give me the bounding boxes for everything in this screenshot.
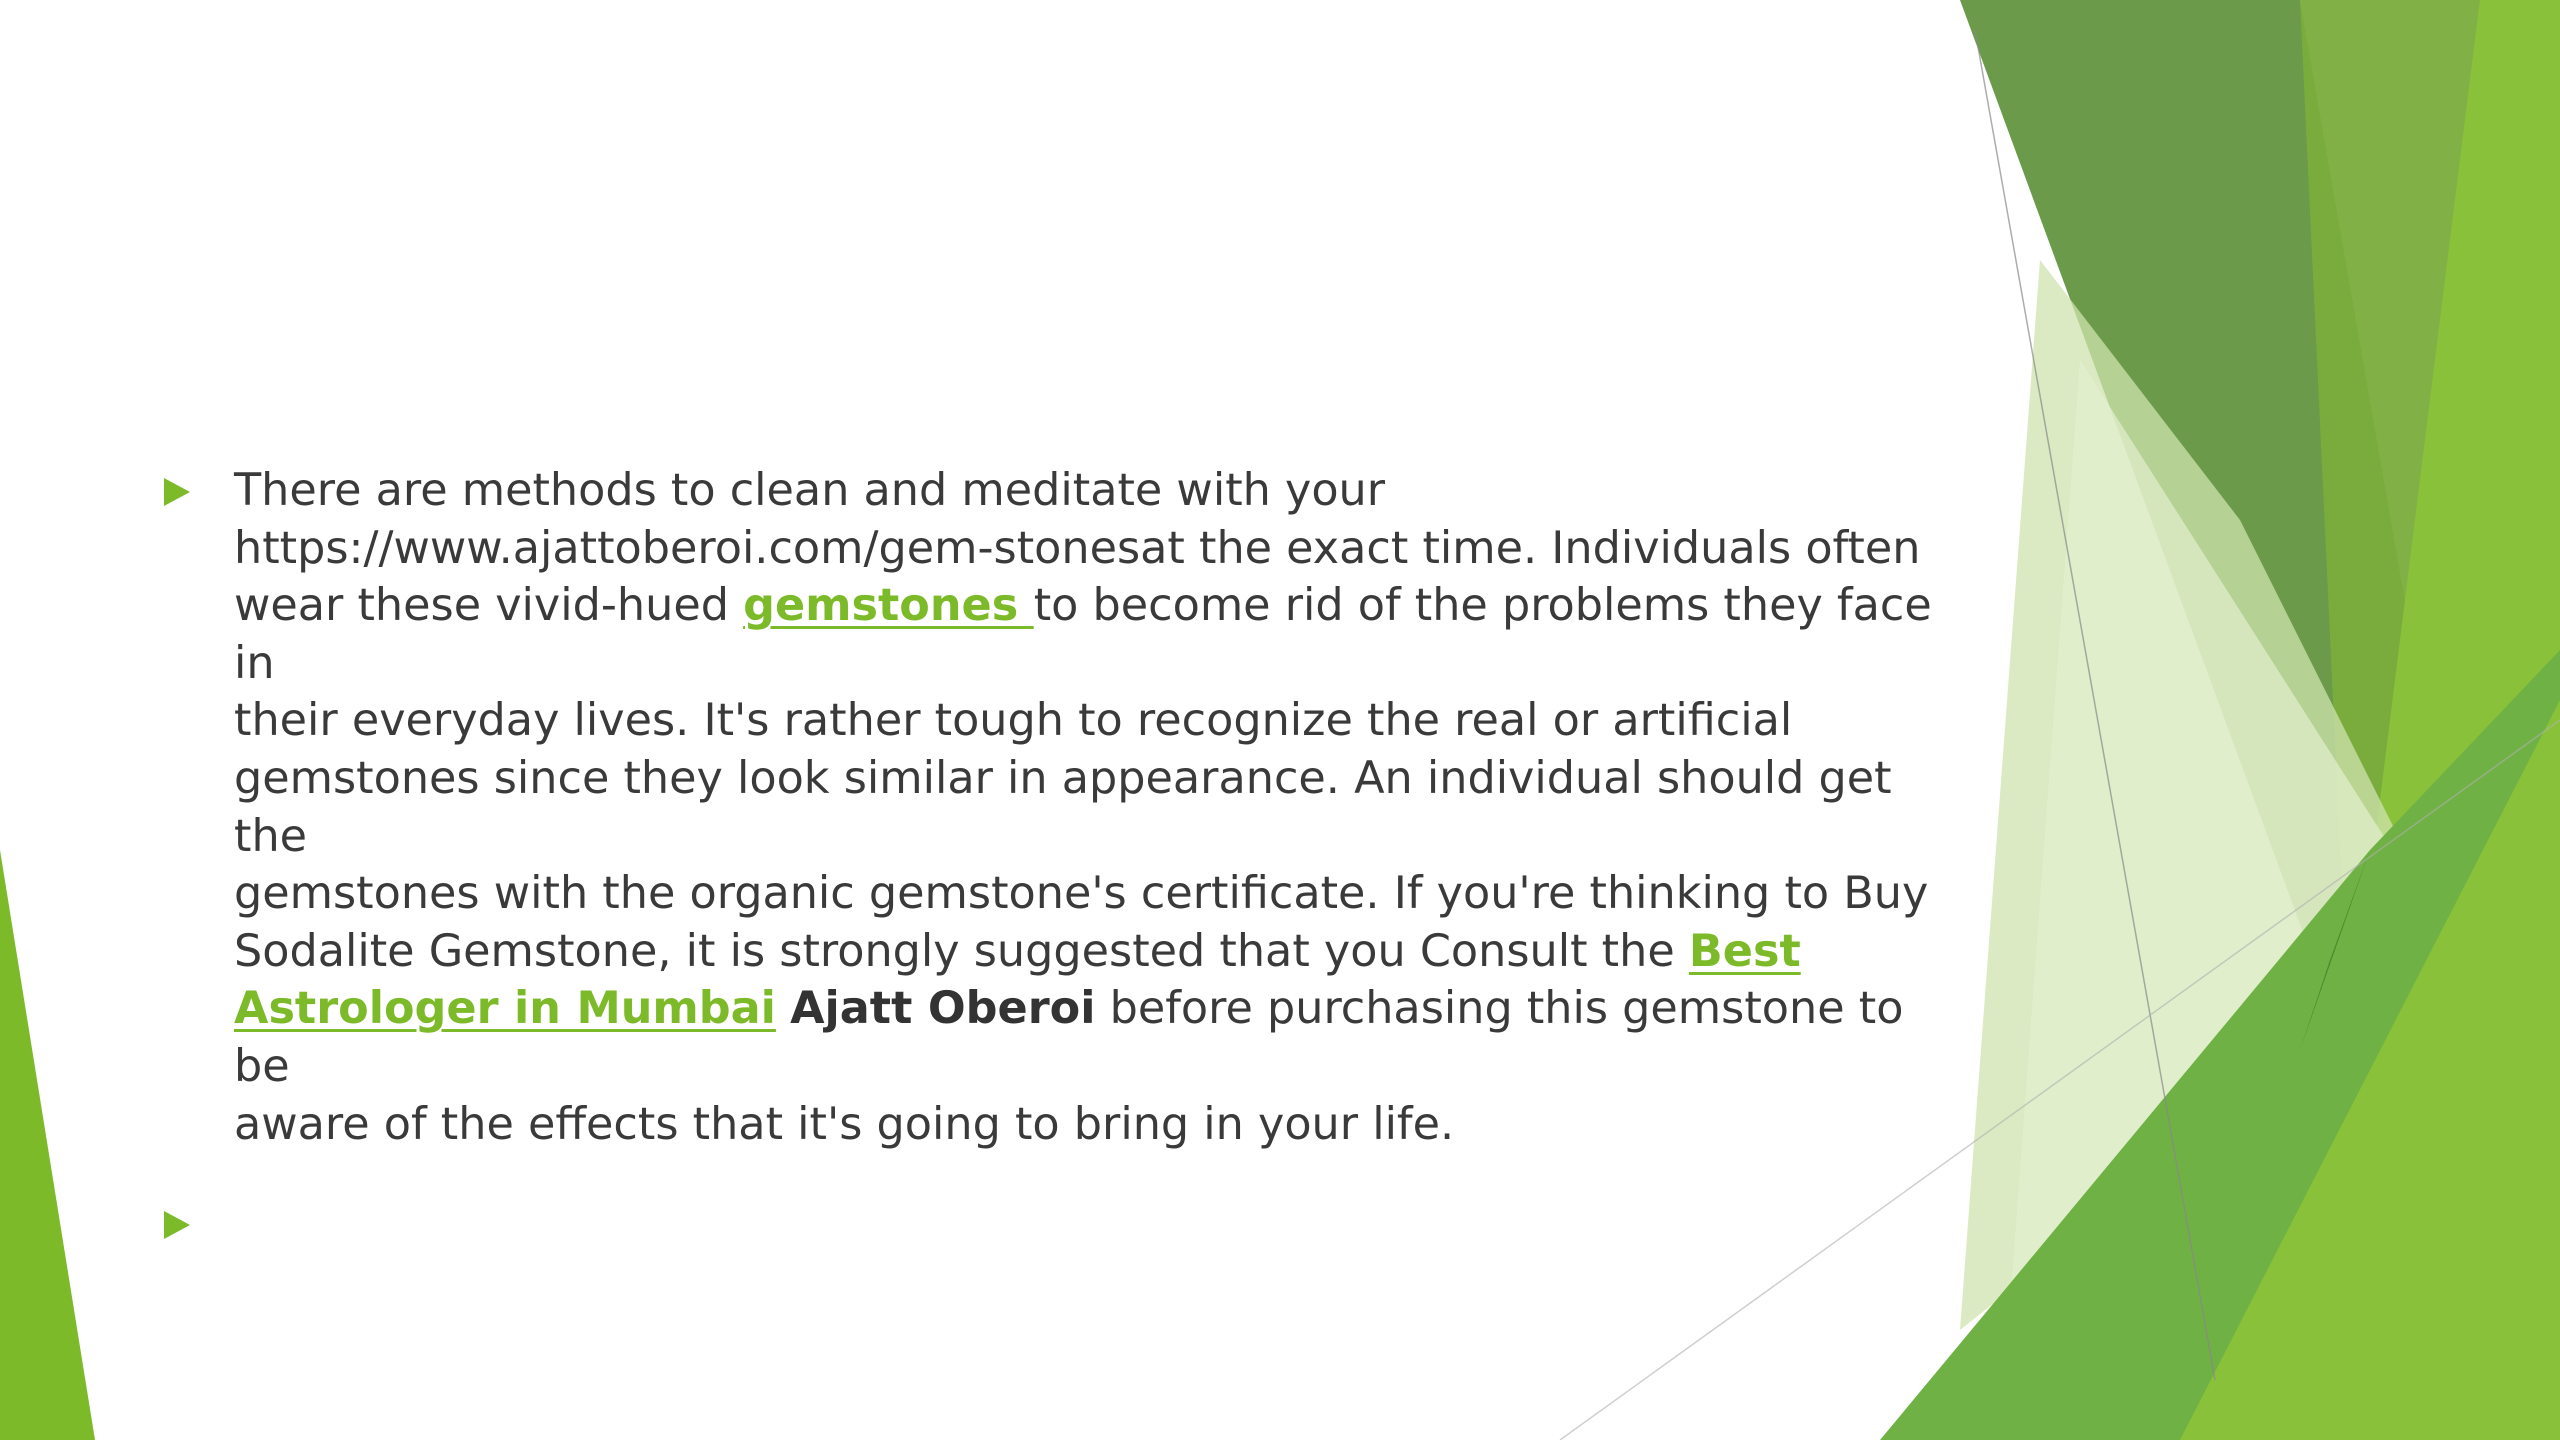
triangle-right-icon	[164, 478, 190, 506]
bullet-paragraph	[160, 462, 1960, 1153]
paragraph-line-6: gemstones with the organic gemstone's certificate. If you're thinking to Buy	[234, 868, 1929, 920]
paragraph-line-5: gemstones since they look similar in appearance. An individual should get the	[234, 752, 1892, 862]
slide-content	[160, 462, 1960, 1253]
paragraph-line-1: There are methods to clean and meditate with your	[234, 465, 1386, 516]
left-green-shape	[0, 850, 95, 1440]
best-astrologer-link-part-2[interactable]: Astrologer in Mumbai	[234, 983, 776, 1035]
best-astrologer-link-part-1[interactable]: Best	[1688, 925, 1801, 977]
paragraph-line-3-after: to become rid of the problems they face in	[234, 580, 1932, 689]
paragraph-line-2: https://www.ajattoberoi.com/gem-stonesat the exact time. Individuals often	[234, 522, 1921, 574]
empty-bullet	[160, 1195, 1960, 1253]
paragraph-line-4: their everyday lives. It's rather tough to recognize the real or artificial	[234, 695, 1793, 747]
gemstones-link[interactable]: gemstones	[743, 580, 1034, 632]
paragraph-line-9: aware of the effects that it's going to bring in your life.	[234, 1098, 1455, 1150]
paragraph-line-3-before: wear these vivid-hued	[234, 580, 744, 632]
triangle-right-icon	[164, 1211, 190, 1239]
paragraph-line-7-before: Sodalite Gemstone, it is strongly suggested that you Consult the	[234, 925, 1689, 977]
ajatt-oberoi-name: Ajatt Oberoi	[790, 983, 1096, 1035]
paragraph-line-8-after: before purchasing this gemstone to be	[234, 983, 1904, 1092]
